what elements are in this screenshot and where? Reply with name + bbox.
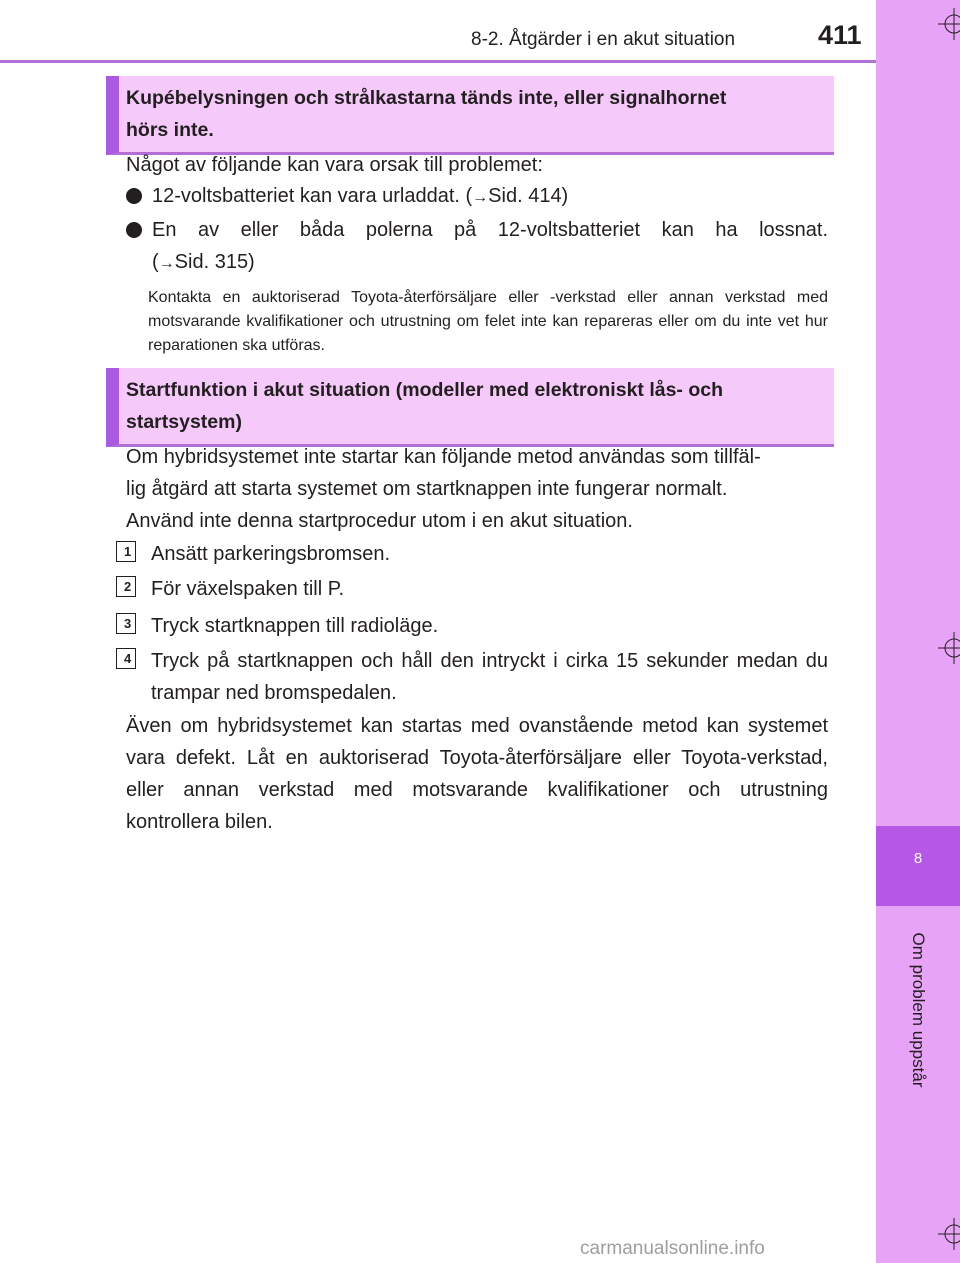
arrow-right-icon: → (158, 255, 175, 272)
crop-mark-icon (938, 8, 960, 40)
intro-line: Om hybridsystemet inte startar kan följande metod användas som tillfäl- (126, 446, 761, 468)
step-number-badge: 4 (116, 648, 136, 669)
page-reference-link[interactable]: Sid. 414) (488, 185, 569, 207)
step-text: Tryck på startknappen och håll den intryckt i cirka 15 sekunder medan du trampar ned bromspedalen. (151, 650, 828, 704)
step-item (116, 610, 828, 642)
bullet-text: 12-voltsbatteriet kan vara urladdat. ( (152, 185, 473, 207)
bullet-item (126, 214, 828, 246)
bullet-icon (126, 188, 142, 204)
intro-line: lig åtgärd att starta systemet om startknappen inte fungerar normalt. (126, 478, 728, 500)
step-number-badge: 2 (116, 576, 136, 597)
arrow-right-icon: → (472, 189, 489, 206)
bullet-item (126, 180, 828, 214)
watermark-text: carmanualsonline.info (580, 1238, 765, 1259)
crop-mark-icon (938, 632, 960, 664)
bullet-text: En av eller båda polerna på 12-voltsbatteriet kan ha lossnat. (152, 219, 828, 241)
section-header-line: startsystem) (126, 411, 242, 433)
page-reference-link[interactable]: Sid. 315) (174, 251, 255, 273)
note-text: Kontakta en auktoriserad Toyota-återförsäljare eller -verkstad eller annan verkstad med motsvarande kvalifikationer och utrustning om felet inte kan repareras eller om du inte vet hur reparationen ska utföras. (148, 289, 828, 354)
step-item (116, 538, 828, 570)
step-text: Ansätt parkeringsbromsen. (151, 543, 391, 565)
intro-line: Använd inte denna startprocedur utom i en akut situation. (126, 510, 633, 532)
step-item (116, 645, 828, 709)
step-item (116, 573, 828, 605)
section1-intro: Något av följande kan vara orsak till problemet: (126, 154, 543, 176)
page-number: 411 (818, 20, 862, 50)
section-header-line: Kupébelysningen och strålkastarna tänds inte, eller signalhornet (126, 87, 727, 109)
step-number-badge: 3 (116, 613, 136, 634)
section-header-line: hörs inte. (126, 119, 214, 141)
closing-paragraph: Även om hybridsystemet kan startas med ovanstående metod kan systemet vara defekt. Låt en auktoriserad Toyota-återförsäljare eller Toyota-verkstad, eller annan verkstad med motsvarande kvalifikationer och utrustning kontrollera bilen. (126, 715, 828, 833)
step-text: För växelspaken till P. (151, 578, 345, 600)
section-header-line: Startfunktion i akut situation (modeller med elektroniskt lås- och (126, 379, 724, 401)
section-header-emergency-start (106, 368, 834, 447)
bullet-icon (126, 222, 142, 238)
bullet-item-continuation (126, 246, 828, 280)
section2-intro (126, 441, 828, 537)
chapter-number: 8 (913, 850, 923, 867)
crop-mark-icon (938, 1218, 960, 1250)
step-number-badge: 1 (116, 541, 136, 562)
running-header-section-title: 8-2. Åtgärder i en akut situation (471, 29, 736, 50)
chapter-title-vertical: Om problem uppstår (909, 932, 928, 1088)
bullet-text: ( (152, 251, 159, 273)
step-text: Tryck startknappen till radioläge. (151, 615, 439, 637)
section-header-lighting (106, 76, 834, 155)
header-rule (0, 60, 876, 63)
